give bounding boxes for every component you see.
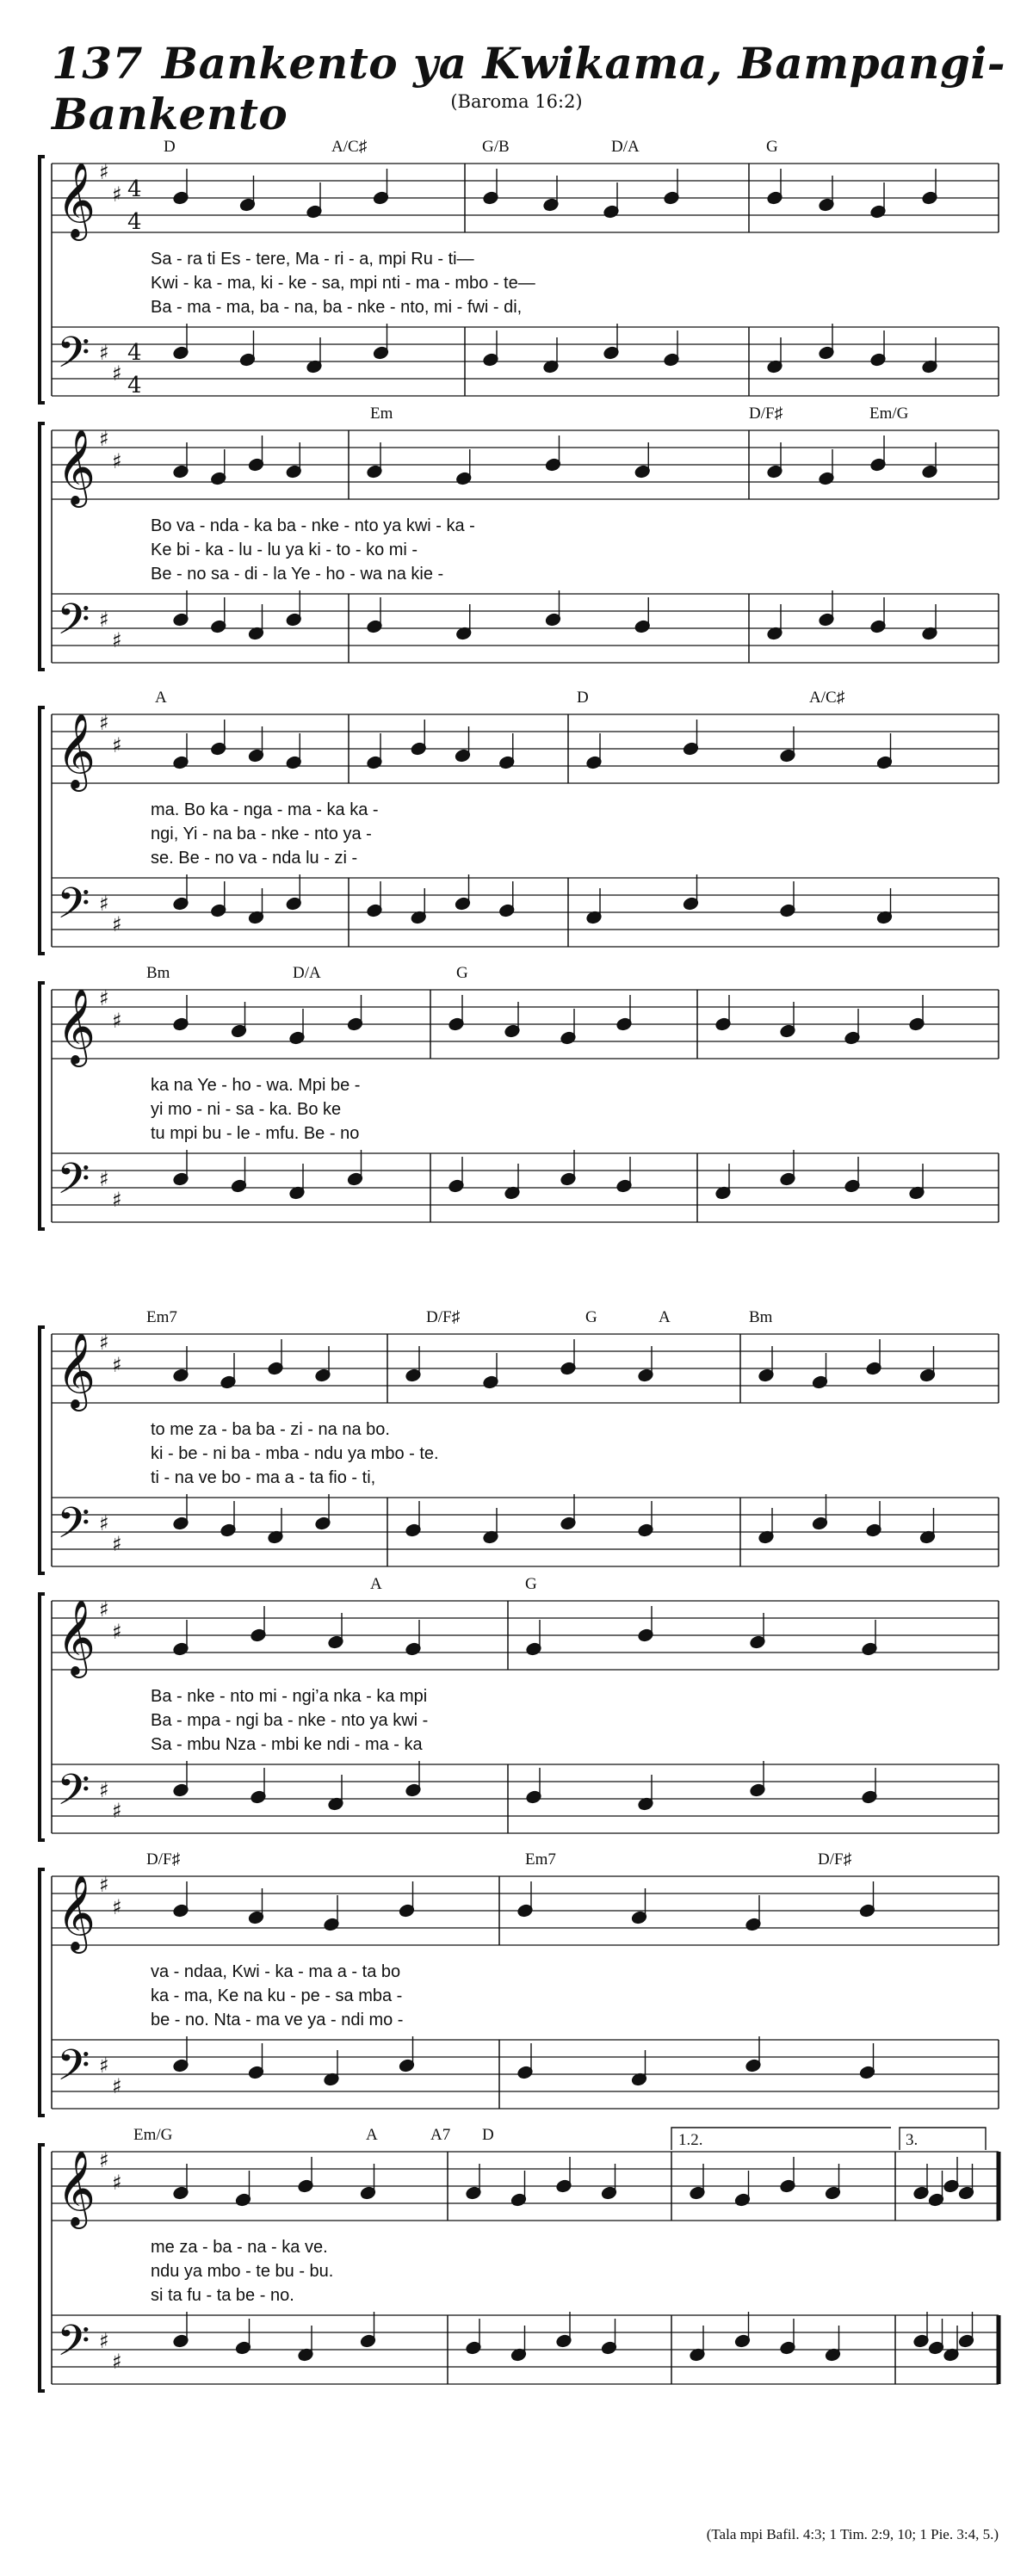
key-signature-sharp: ♯ — [99, 1167, 109, 1191]
lyric-verse-3: Ba - ma - ma, ba - na, ba - nke - nto, mi - fwi - di, — [151, 298, 523, 317]
chord-symbol: Em7 — [146, 1308, 177, 1326]
volta-bracket — [900, 2128, 986, 2150]
key-signature-sharp: ♯ — [99, 2148, 109, 2172]
chord-symbol: D — [482, 2126, 494, 2144]
hymn-number: 137 — [52, 38, 143, 89]
staff-system-graphic — [0, 1575, 1033, 1842]
chord-symbol: D/F♯ — [749, 405, 783, 423]
system-2 — [0, 405, 1033, 671]
time-signature: 4 — [127, 176, 142, 202]
chord-symbol: D/F♯ — [818, 1850, 852, 1869]
system-6 — [0, 1575, 1033, 1842]
lyric-verse-1: ka na Ye - ho - wa. Mpi be - — [151, 1076, 361, 1095]
lyric-verse-1: to me za - ba ba - zi - na na bo. — [151, 1420, 390, 1439]
key-signature-sharp: ♯ — [112, 1620, 122, 1644]
key-signature-sharp: ♯ — [112, 361, 122, 386]
volta-label: 3. — [906, 2131, 919, 2149]
chord-symbol: G — [766, 138, 778, 156]
lyric-verse-1: Sa - ra ti Es - tere, Ma - ri - a, mpi Ru - ti— — [151, 250, 474, 269]
treble-clef: 𝄞 — [57, 428, 96, 504]
key-signature-sharp: ♯ — [99, 427, 109, 451]
staff-system-graphic — [0, 964, 1033, 1231]
volta-label: 1.2. — [678, 2131, 703, 2149]
chord-symbol: G/B — [482, 138, 510, 156]
key-signature-sharp: ♯ — [99, 160, 109, 184]
lyric-verse-2: ngi, Yi - na ba - nke - nto ya - — [151, 825, 372, 843]
chord-symbol: Em — [370, 405, 393, 423]
lyric-verse-3: tu mpi bu - le - mfu. Be - no — [151, 1124, 360, 1143]
key-signature-sharp: ♯ — [112, 733, 122, 757]
staff-system-graphic — [0, 1850, 1033, 2117]
chord-symbol: A — [155, 689, 167, 707]
chord-symbol: Bm — [146, 964, 170, 982]
key-signature-sharp: ♯ — [99, 986, 109, 1010]
bass-clef: 𝄢 — [57, 595, 90, 655]
lyric-verse-3: Sa - mbu Nza - mbi ke ndi - ma - ka — [151, 1735, 423, 1754]
lyric-verse-3: si ta fu - ta be - no. — [151, 2286, 294, 2305]
chord-symbol: A — [366, 2126, 378, 2144]
key-signature-sharp: ♯ — [112, 1188, 122, 1212]
key-signature-sharp: ♯ — [99, 341, 109, 365]
volta-bracket — [671, 2128, 891, 2150]
key-signature-sharp: ♯ — [112, 628, 122, 652]
key-signature-sharp: ♯ — [99, 1597, 109, 1622]
system-bracket — [40, 1594, 45, 1840]
key-signature-sharp: ♯ — [112, 2350, 122, 2374]
system-bracket — [40, 707, 45, 954]
lyric-verse-3: be - no. Nta - ma ve ya - ndi mo - — [151, 2011, 404, 2029]
lyric-verse-1: me za - ba - na - ka ve. — [151, 2238, 328, 2257]
key-signature-sharp: ♯ — [112, 449, 122, 473]
key-signature-sharp: ♯ — [112, 1895, 122, 1919]
chord-symbol: D/A — [293, 964, 321, 982]
key-signature-sharp: ♯ — [99, 1873, 109, 1897]
staff-system-graphic — [0, 1308, 1033, 1575]
staff-system-graphic — [0, 2126, 1033, 2393]
staff-system-graphic — [0, 405, 1033, 671]
key-signature-sharp: ♯ — [112, 1532, 122, 1556]
hymn-title — [52, 38, 1033, 139]
system-7 — [0, 1850, 1033, 2117]
key-signature-sharp: ♯ — [112, 1353, 122, 1377]
chord-symbol: A7 — [430, 2126, 451, 2144]
key-signature-sharp: ♯ — [99, 1331, 109, 1355]
system-bracket — [40, 1327, 45, 1573]
key-signature-sharp: ♯ — [99, 711, 109, 735]
chord-symbol: D — [577, 689, 589, 707]
treble-clef: 𝄞 — [57, 712, 96, 788]
treble-clef: 𝄞 — [57, 2149, 96, 2226]
chord-symbol: A — [370, 1575, 382, 1593]
system-bracket — [40, 2145, 45, 2391]
lyric-verse-2: ki - be - ni ba - mba - ndu ya mbo - te. — [151, 1444, 439, 1463]
treble-clef: 𝄞 — [57, 1598, 96, 1675]
key-signature-sharp: ♯ — [112, 182, 122, 207]
chord-symbol: D — [164, 138, 176, 156]
system-4 — [0, 964, 1033, 1231]
chord-symbol: A — [659, 1308, 671, 1326]
lyric-verse-3: ti - na ve bo - ma a - ta fio - ti, — [151, 1468, 376, 1487]
hymn-name: Bankento ya Kwikama, Bampangi-Bankento — [52, 38, 1006, 139]
chord-symbol: G — [585, 1308, 597, 1326]
key-signature-sharp: ♯ — [112, 1009, 122, 1033]
system-8 — [0, 2126, 1033, 2393]
chord-symbol: Bm — [749, 1308, 773, 1326]
lyric-verse-1: Ba - nke - nto mi - ngi’a nka - ka mpi — [151, 1687, 428, 1706]
key-signature-sharp: ♯ — [112, 2074, 122, 2098]
lyric-verse-1: Bo va - nda - ka ba - nke - nto ya kwi - ka - — [151, 516, 475, 535]
key-signature-sharp: ♯ — [99, 892, 109, 916]
system-bracket — [40, 423, 45, 670]
chord-symbol: Em/G — [133, 2126, 173, 2144]
bass-clef: 𝄢 — [57, 2316, 90, 2376]
lyric-verse-2: Ba - mpa - ngi ba - nke - nto ya kwi - — [151, 1711, 429, 1730]
chord-symbol: D/A — [611, 138, 640, 156]
time-signature: 4 — [127, 340, 142, 366]
system-bracket — [40, 983, 45, 1229]
system-bracket — [40, 1869, 45, 2116]
staff-system-graphic — [0, 689, 1033, 955]
key-signature-sharp: ♯ — [112, 912, 122, 936]
chord-symbol: Em7 — [525, 1850, 556, 1869]
staff-system-graphic — [0, 138, 1033, 405]
chord-symbol: A/C♯ — [809, 689, 845, 707]
system-3 — [0, 689, 1033, 955]
time-signature: 4 — [127, 373, 142, 398]
key-signature-sharp: ♯ — [112, 2171, 122, 2195]
key-signature-sharp: ♯ — [99, 1778, 109, 1802]
chord-symbol: Em/G — [869, 405, 909, 423]
bass-clef: 𝄢 — [57, 1765, 90, 1825]
chord-symbol: D/F♯ — [146, 1850, 181, 1869]
system-bracket — [40, 157, 45, 403]
lyric-verse-1: va - ndaa, Kwi - ka - ma a - ta bo — [151, 1962, 401, 1981]
lyric-verse-2: Kwi - ka - ma, ki - ke - sa, mpi nti - ma - mbo - te— — [151, 274, 535, 293]
bass-clef: 𝄢 — [57, 1498, 90, 1559]
treble-clef: 𝄞 — [57, 1874, 96, 1950]
key-signature-sharp: ♯ — [99, 2054, 109, 2078]
scripture-reference: (Baroma 16:2) — [450, 91, 583, 112]
chord-symbol: A/C♯ — [331, 138, 368, 156]
chord-symbol: G — [456, 964, 468, 982]
system-5 — [0, 1308, 1033, 1575]
lyric-verse-3: se. Be - no va - nda lu - zi - — [151, 849, 358, 868]
key-signature-sharp: ♯ — [99, 608, 109, 632]
lyric-verse-2: ndu ya mbo - te bu - bu. — [151, 2262, 334, 2281]
bass-clef: 𝄢 — [57, 328, 90, 388]
treble-clef: 𝄞 — [57, 987, 96, 1064]
lyric-verse-2: ka - ma, Ke na ku - pe - sa mba - — [151, 1986, 403, 2005]
lyric-verse-2: Ke bi - ka - lu - lu ya ki - to - ko mi - — [151, 541, 418, 559]
time-signature: 4 — [127, 209, 142, 235]
bass-clef: 𝄢 — [57, 2041, 90, 2101]
bass-clef: 𝄢 — [57, 879, 90, 939]
lyric-verse-1: ma. Bo ka - nga - ma - ka ka - — [151, 800, 379, 819]
footer-references: (Tala mpi Bafil. 4:3; 1 Tim. 2:9, 10; 1 Pie. 3:4, 5.) — [706, 2526, 999, 2542]
chord-symbol: D/F♯ — [426, 1308, 461, 1326]
lyric-verse-2: yi mo - ni - sa - ka. Bo ke — [151, 1100, 342, 1119]
key-signature-sharp: ♯ — [112, 1799, 122, 1823]
key-signature-sharp: ♯ — [99, 1511, 109, 1535]
key-signature-sharp: ♯ — [99, 2329, 109, 2353]
treble-clef: 𝄞 — [57, 161, 96, 238]
bass-clef: 𝄢 — [57, 1154, 90, 1214]
treble-clef: 𝄞 — [57, 1331, 96, 1408]
chord-symbol: G — [525, 1575, 537, 1593]
lyric-verse-3: Be - no sa - di - la Ye - ho - wa na kie - — [151, 565, 444, 584]
system-1 — [0, 138, 1033, 405]
